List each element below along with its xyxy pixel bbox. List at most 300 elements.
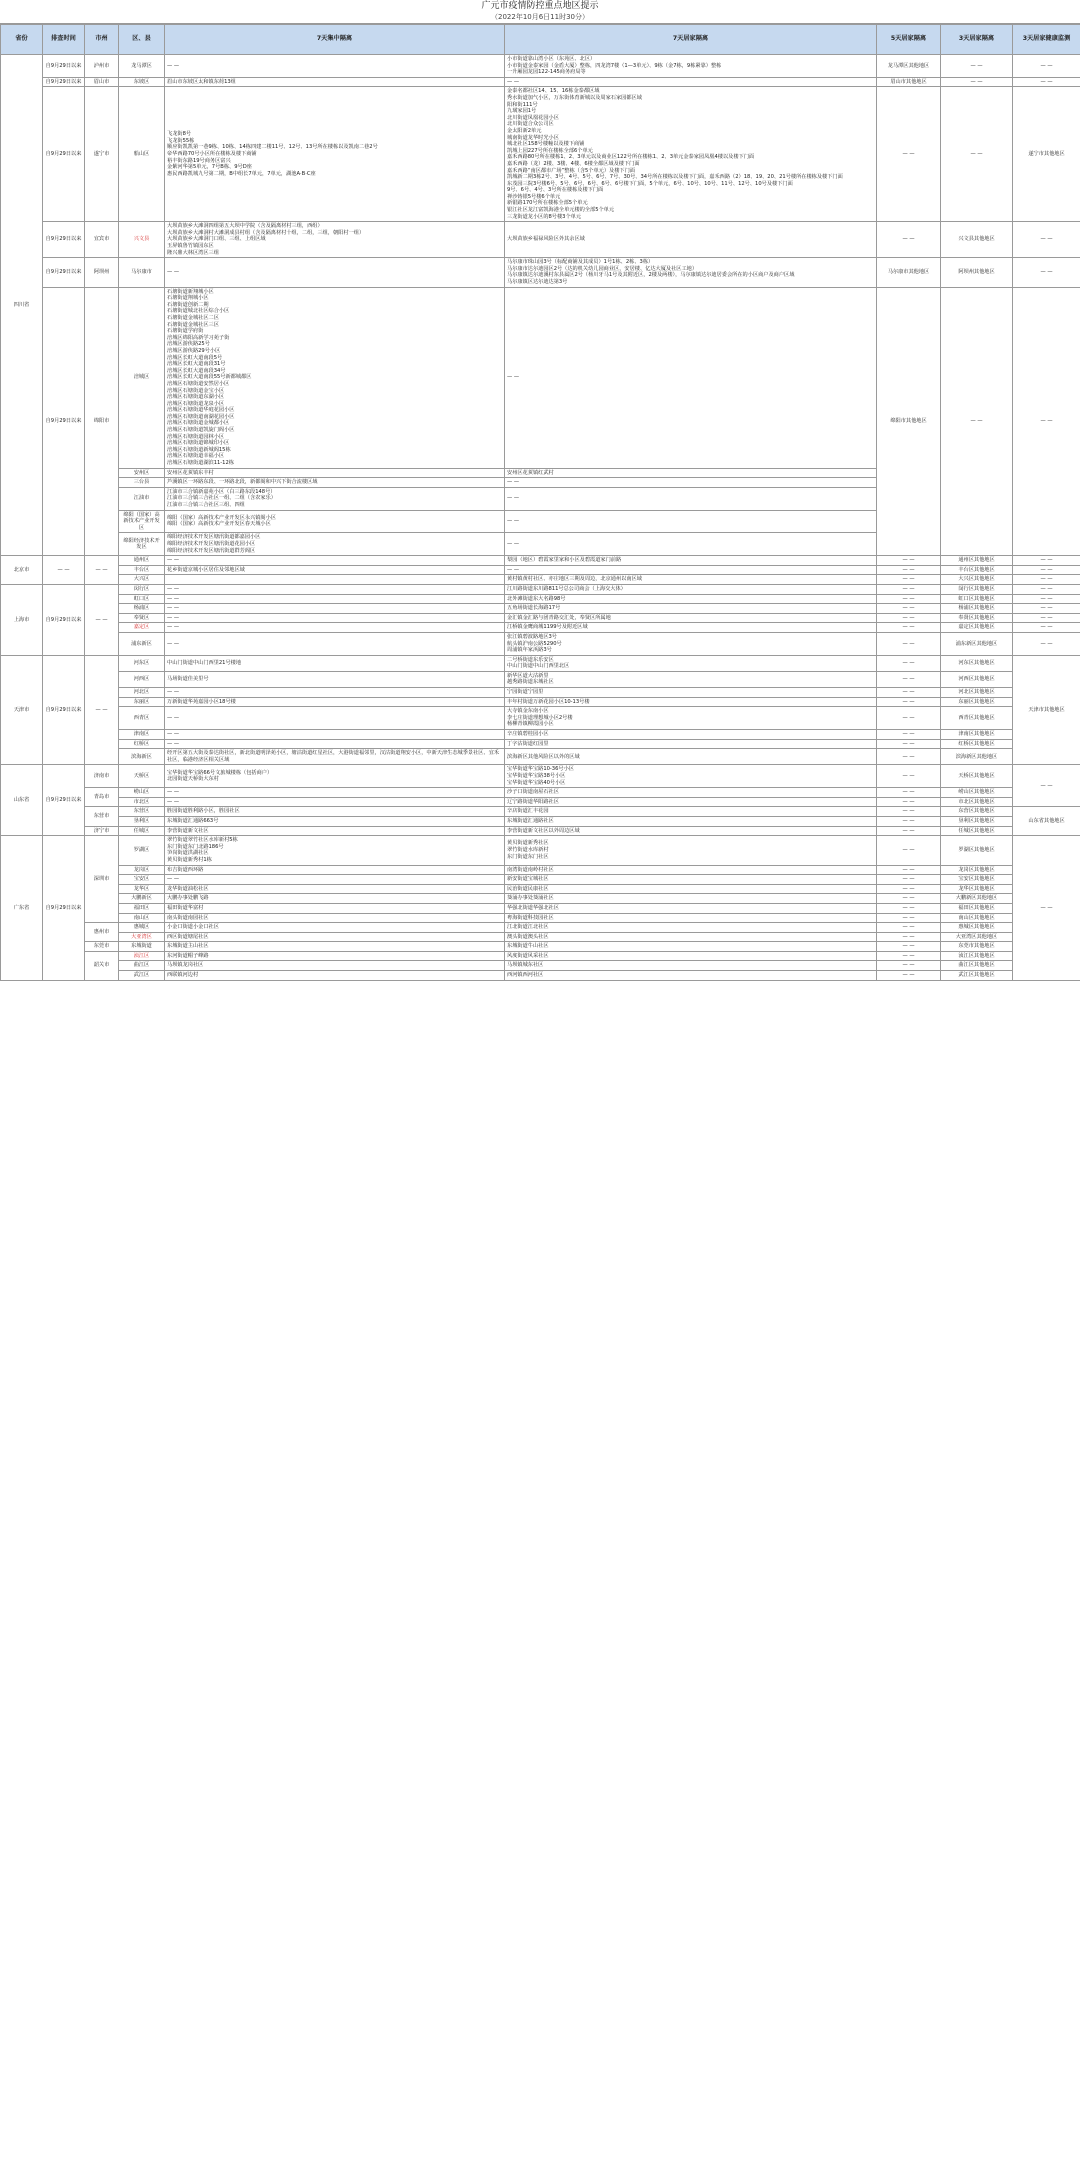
cell-province: 上海市 (1, 584, 43, 655)
cell-home-3day: 杨浦区其他地区 (941, 604, 1013, 614)
cell-monitor-3day: — — (1013, 55, 1080, 78)
cell-centralized-7day: 小金口街道小金口社区 (165, 923, 505, 933)
cell-home-7day: 澳头街道澳头社区 (505, 932, 877, 942)
cell-home-3day: 垦利区其他地区 (941, 816, 1013, 826)
cell-home-5day: — — (877, 556, 941, 566)
cell-home-3day: 武江区其他地区 (941, 971, 1013, 981)
cell-centralized-7day (165, 575, 505, 585)
table-row (1, 77, 1080, 87)
cell-home-7day: 西河镇西河社区 (505, 971, 877, 981)
cell-city: — — (85, 584, 119, 655)
cell-district: 东坡区 (119, 77, 165, 87)
cell-home-3day: 滨海新区其他地区 (941, 749, 1013, 765)
cell-centralized-7day: 胜园街道胜利路小区，胜园社区 (165, 807, 505, 817)
cell-centralized-7day: 芦溪镇区一环路东段、一环路北段，新都阁和中兴下街合流楼区域 (165, 478, 505, 488)
cell-home-5day: — — (877, 932, 941, 942)
page-subtitle: （2022年10月6日11时30分） (491, 13, 589, 21)
table-row (1, 749, 1080, 765)
col-7day-centralized: 7天集中隔离 (165, 25, 505, 55)
cell-home-3day: 东丽区其他地区 (941, 697, 1013, 707)
cell-home-7day: 沙子口街道南屋石社区 (505, 788, 877, 798)
cell-home-3day: 阿坝州其他地区 (941, 258, 1013, 287)
col-check-time: 排查时间 (43, 25, 85, 55)
cell-home-3day: 惠城区其他地区 (941, 923, 1013, 933)
cell-home-3day: 罗湖区其他地区 (941, 836, 1013, 865)
cell-home-5day: — — (877, 923, 941, 933)
cell-district: 崂山区 (119, 788, 165, 798)
cell-check-time: 自9月29日以来 (43, 836, 85, 981)
cell-check-time: 自9月29日以来 (43, 584, 85, 655)
cell-monitor-3day: — — (1013, 565, 1080, 575)
cell-home-3day: 大兴区其他地区 (941, 575, 1013, 585)
cell-district: 江油市 (119, 487, 165, 510)
cell-home-7day: 黄村镇黄村社区、亦庄地区三期及周边，北京通州以南区域 (505, 575, 877, 585)
table-row (1, 594, 1080, 604)
table-row (1, 87, 1080, 222)
cell-home-5day: — — (877, 222, 941, 258)
cell-home-7day: 辽宁路街道华阳路社区 (505, 797, 877, 807)
cell-district: 罗湖区 (119, 836, 165, 865)
cell-home-5day: — — (877, 942, 941, 952)
cell-monitor-3day: — — (1013, 613, 1080, 623)
cell-centralized-7day: 东河街道帽子峰路 (165, 951, 505, 961)
table-row (1, 807, 1080, 817)
cell-home-5day: — — (877, 565, 941, 575)
cell-city: 宜宾市 (85, 222, 119, 258)
cell-monitor-3day: — — (1013, 258, 1080, 287)
cell-district: 绵阳经济技术开发区 (119, 533, 165, 556)
cell-city: 韶关市 (85, 951, 119, 980)
cell-home-5day: — — (877, 913, 941, 923)
table-header-row (1, 25, 1080, 55)
cell-home-3day: 津南区其他地区 (941, 730, 1013, 740)
table-row (1, 584, 1080, 594)
cell-home-7day: 金汇镇金汇路与团青路交汇处，奉贤区所属地 (505, 613, 877, 623)
cell-home-5day: — — (877, 951, 941, 961)
cell-home-3day: 大鹏新区其他地区 (941, 894, 1013, 904)
table-row (1, 923, 1080, 933)
cell-centralized-7day: — — (165, 623, 505, 633)
cell-home-7day: 宝华街道华宝路10-36号小区 宝华街道华宝路38号小区 宝华街道华宝路40号小区 (505, 765, 877, 788)
cell-monitor-3day: — — (1013, 575, 1080, 585)
cell-home-7day: 五角场街道长海路17号 (505, 604, 877, 614)
cell-home-5day: — — (877, 797, 941, 807)
cell-home-7day: 丁字沽街道红园里 (505, 739, 877, 749)
cell-district: 河东区 (119, 655, 165, 671)
cell-district: 大亚湾区 (119, 932, 165, 942)
table-row (1, 797, 1080, 807)
cell-centralized-7day: — — (165, 688, 505, 698)
cell-home-5day: — — (877, 575, 941, 585)
cell-district: 曲江区 (119, 961, 165, 971)
cell-city: 东莞市 (85, 942, 119, 952)
cell-centralized-7day: 万新街道华苑嘉园小区18号楼 (165, 697, 505, 707)
cell-centralized-7day: 石塘街道新翔城小区 石塘街道翔城小区 石塘街道创新二期 石塘街道城北社区综合小区 石塘街道金城社区二区 石塘街道金城社区三区 石塘街道学府街 涪城区绵阳高新学习苑子街 涪城区游侠路25号 涪城区游侠路29号小区 涪城区长虹大道南段5号 涪城区长虹大道南段31号 涪城区长虹大道南段34号 涪城区长虹大道南段55号新都城都区 涪城区石塘街道安然居小区 涪城区石塘街道金宝小区 涪城区石塘街道东湖小区 涪城区石塘街道龙泉小区 涪城区石塘街道华庭花园小区 涪城区石塘街道南湖花园小区 涪城区石塘街道金城都小区 涪城区石塘街道凯旋门阁小区 涪城区石塘街道园林小区 涪城区石塘街道锦城印小区 涪城区石塘街道新城阁15栋 涪城区石塘街道幸福小区 涪城区石塘街道湖滨11-12栋 (165, 287, 505, 468)
cell-province: 四川省 (1, 55, 43, 556)
cell-centralized-7day: 中山门街道中山门西里21号楼地 (165, 655, 505, 671)
cell-home-7day: 梨园（地区）碧霞家里家和小区及碧霞道家门前路 (505, 556, 877, 566)
cell-centralized-7day: — — (165, 594, 505, 604)
cell-home-3day: 宝安区其他地区 (941, 875, 1013, 885)
col-3day-monitor: 3天居家健康监测 (1013, 25, 1080, 55)
cell-home-7day: 黄贝街道新秀社区 翠竹街道水库新村 东门街道东门社区 (505, 836, 877, 865)
page-title: 广元市疫情防控重点地区提示 (481, 1, 599, 11)
cell-district: 船山区 (119, 87, 165, 222)
cell-district: 龙马潭区 (119, 55, 165, 78)
cell-district: 红桥区 (119, 739, 165, 749)
cell-centralized-7day: — — (165, 730, 505, 740)
table-row (1, 730, 1080, 740)
cell-district: 东营区 (119, 807, 165, 817)
cell-home-5day: — — (877, 584, 941, 594)
cell-district: 东丽区 (119, 697, 165, 707)
cell-centralized-7day: 西区街道塘尾社区 (165, 932, 505, 942)
cell-home-7day: 滨海新区其他风险区以外的区域 (505, 749, 877, 765)
table-row (1, 913, 1080, 923)
table-row (1, 623, 1080, 633)
cell-monitor-3day: 山东省其他地区 (1013, 807, 1080, 836)
table-body (1, 55, 1080, 981)
cell-home-3day: 龙华区其他地区 (941, 884, 1013, 894)
cell-home-3day: 市北区其他地区 (941, 797, 1013, 807)
cell-home-7day: — — (505, 287, 877, 468)
cell-district: 东城街道 (119, 942, 165, 952)
cell-home-7day: 大坝苗族乡福禄风险区外其余区域 (505, 222, 877, 258)
cell-home-7day: 江川路街道东川路811号总公司商会（上海交大体） (505, 584, 877, 594)
cell-district: 涪城区 (119, 287, 165, 468)
cell-home-7day: 李营街道新文社区以外周边区域 (505, 826, 877, 836)
cell-home-5day: — — (877, 697, 941, 707)
cell-city: 泸州市 (85, 55, 119, 78)
table-row (1, 951, 1080, 961)
cell-district: 福田区 (119, 903, 165, 913)
cell-check-time: 自9月29日以来 (43, 765, 85, 836)
cell-province: 天津市 (1, 655, 43, 765)
cell-home-7day: 风度街道风采社区 (505, 951, 877, 961)
cell-district: 滨海新区 (119, 749, 165, 765)
cell-home-3day: — — (941, 55, 1013, 78)
cell-home-5day: — — (877, 87, 941, 222)
cell-home-5day: — — (877, 594, 941, 604)
cell-home-3day: 浈江区其他地区 (941, 951, 1013, 961)
cell-home-5day: 马尔康市其他地区 (877, 258, 941, 287)
table-row (1, 875, 1080, 885)
table-row (1, 556, 1080, 566)
cell-home-3day: 浦东新区其他地区 (941, 632, 1013, 655)
cell-home-5day: — — (877, 903, 941, 913)
cell-home-7day: — — (505, 510, 877, 533)
table-row (1, 971, 1080, 981)
cell-district: 大兴区 (119, 575, 165, 585)
cell-home-5day: — — (877, 971, 941, 981)
cell-monitor-3day: — — (1013, 765, 1080, 807)
cell-home-5day: — — (877, 688, 941, 698)
cell-city: 绵阳市 (85, 287, 119, 556)
cell-district: 武江区 (119, 971, 165, 981)
cell-home-5day: — — (877, 865, 941, 875)
cell-home-5day: — — (877, 894, 941, 904)
cell-home-3day: 天桥区其他地区 (941, 765, 1013, 788)
cell-city: 济南市 (85, 765, 119, 788)
cell-home-3day: 东营区其他地区 (941, 807, 1013, 817)
cell-home-7day: — — (505, 565, 877, 575)
cell-district: 浈江区 (119, 951, 165, 961)
cell-home-3day: 红桥区其他地区 (941, 739, 1013, 749)
cell-home-7day: 东城街道牛山社区 (505, 942, 877, 952)
cell-home-5day: — — (877, 749, 941, 765)
cell-home-3day: 闵行区其他地区 (941, 584, 1013, 594)
cell-home-5day: — — (877, 826, 941, 836)
cell-centralized-7day: 马场街道佳美里号 (165, 671, 505, 687)
cell-home-3day: 龙岗区其他地区 (941, 865, 1013, 875)
cell-centralized-7day: — — (165, 632, 505, 655)
table-row (1, 258, 1080, 287)
cell-home-5day: — — (877, 836, 941, 865)
cell-check-time: 自9月29日以来 (43, 655, 85, 765)
cell-province: 北京市 (1, 556, 43, 585)
cell-home-5day: — — (877, 671, 941, 687)
col-district: 区、县 (119, 25, 165, 55)
cell-home-7day: 二号桥街道东乐安区 中山门街道中山门西里北区 (505, 655, 877, 671)
cell-home-7day: 南湾街道南岭村社区 (505, 865, 877, 875)
cell-home-3day: 通州区其他地区 (941, 556, 1013, 566)
cell-home-7day: 马尔康市珠山园3号（标配商铺及其成员）1号1栋、2栋、3栋） 马尔康市达尔迪园区2号（达的机关幼儿园商业区，安居楼、亿达大厦及社区工地） 马尔康镇达尔迪溪村东县属区2号（杨川牙马1号及其附近区，2楼及两楼），马尔康镇达尔迪居委会所在的小区商户及商户区域 马尔康镇区达尔迪达第3号 (505, 258, 877, 287)
col-3day-home: 3天居家隔离 (941, 25, 1013, 55)
cell-home-3day: — — (941, 87, 1013, 222)
cell-home-7day: 新安街道宝城社区 (505, 875, 877, 885)
cell-check-time: 自9月29日以来 (43, 258, 85, 287)
table-row (1, 739, 1080, 749)
cell-home-5day: — — (877, 875, 941, 885)
cell-home-7day: 辛店街道汇丰花园 (505, 807, 877, 817)
cell-check-time: 自9月29日以来 (43, 222, 85, 258)
cell-home-7day: 丰年村街道万新花园小区10-13号楼 (505, 697, 877, 707)
cell-district: 市北区 (119, 797, 165, 807)
cell-district: 西青区 (119, 707, 165, 730)
cell-centralized-7day: — — (165, 55, 505, 78)
cell-district: 奉贤区 (119, 613, 165, 623)
cell-district: 通州区 (119, 556, 165, 566)
table-row (1, 826, 1080, 836)
cell-district: 宝安区 (119, 875, 165, 885)
table-row (1, 565, 1080, 575)
table-row (1, 932, 1080, 942)
cell-district: 河西区 (119, 671, 165, 687)
cell-home-3day: 东莞市其他地区 (941, 942, 1013, 952)
table-row (1, 865, 1080, 875)
cell-centralized-7day: — — (165, 875, 505, 885)
cell-home-7day: 宁园街道宁园里 (505, 688, 877, 698)
cell-home-5day: — — (877, 730, 941, 740)
cell-district: 丰台区 (119, 565, 165, 575)
cell-city: 东营市 (85, 807, 119, 826)
cell-home-3day: 丰台区其他地区 (941, 565, 1013, 575)
cell-home-7day: 张江镇碧波路地区3号 航头镇沪南公路5290号 周浦镇年家浜路3号 (505, 632, 877, 655)
cell-centralized-7day: 李营街道新文社区 (165, 826, 505, 836)
cell-province: 山东省 (1, 765, 43, 836)
cell-centralized-7day: 绵阳（国家）高新技术产业开发区永兴镇阁小区 绵阳（国家）高新技术产业开发区春天城小区 (165, 510, 505, 533)
cell-monitor-3day: — — (1013, 836, 1080, 981)
cell-home-7day: 马坝镇城东社区 (505, 961, 877, 971)
table-row (1, 707, 1080, 730)
cell-centralized-7day: 东城街道主山社区 (165, 942, 505, 952)
cell-monitor-3day: — — (1013, 222, 1080, 258)
cell-district: 杨浦区 (119, 604, 165, 614)
cell-city: — — (85, 655, 119, 765)
cell-home-3day: 大亚湾区其他地区 (941, 932, 1013, 942)
cell-centralized-7day: — — (165, 613, 505, 623)
sheet-header (0, 0, 1080, 24)
cell-centralized-7day: — — (165, 797, 505, 807)
cell-centralized-7day: — — (165, 788, 505, 798)
cell-city: 青岛市 (85, 788, 119, 807)
cell-centralized-7day: 江油市三合镇新嘉苑小区（白三路东段148号） 江油市三合镇三合社区一组、二组（含农家乐） 江油市三合镇三合社区三组、四组 (165, 487, 505, 510)
table-row (1, 961, 1080, 971)
cell-district: 绵阳（国家）高新技术产业开发区 (119, 510, 165, 533)
cell-check-time: 自9月29日以来 (43, 87, 85, 222)
cell-centralized-7day: 马坝镇龙岗社区 (165, 961, 505, 971)
col-city: 市州 (85, 25, 119, 55)
cell-home-7day: 江桥镇金鹰商城1199号及附近区域 (505, 623, 877, 633)
cell-monitor-3day: — — (1013, 556, 1080, 566)
cell-home-7day: 粤海街道科技园社区 (505, 913, 877, 923)
cell-centralized-7day: 龙华街道油松社区 (165, 884, 505, 894)
cell-centralized-7day: 福田街道华富村 (165, 903, 505, 913)
cell-home-3day: 奉贤区其他地区 (941, 613, 1013, 623)
cell-centralized-7day: — — (165, 739, 505, 749)
cell-check-time: 自9月29日以来 (43, 77, 85, 87)
cell-centralized-7day: 绵阳经济技术开发区塘汛街道都嘉园小区 绵阳经济技术开发区塘汛街道花园小区 绵阳经济技术开发区塘汛街道群芳阁区 (165, 533, 505, 556)
cell-monitor-3day: — — (1013, 623, 1080, 633)
cell-monitor-3day: — — (1013, 77, 1080, 87)
cell-check-time: 自9月29日以来 (43, 287, 85, 556)
cell-home-7day: 辛庄镇碧桂园小区 (505, 730, 877, 740)
table-row (1, 604, 1080, 614)
table-row (1, 884, 1080, 894)
table-row (1, 287, 1080, 468)
cell-monitor-3day: — — (1013, 604, 1080, 614)
table-row (1, 632, 1080, 655)
cell-home-3day: — — (941, 287, 1013, 556)
cell-home-7day: 金泰名都社区14、15、16栋金泰都区域 秀水街道加气小区，万东街体育新城以及周家石家园都区域 阳和街111号 九璜家园1号 北川街道凤凰花园小区 北川街道合众公司区 金太阳新2单元 城南街道龙华时光小区 城北社区158号楼幢以及楼下商铺 凯城上园227号所在楼栋全部6个单元 嘉禾西路80号所在楼栋1、2、3单元以及商业区122号所在楼栋1、2、3单元金泰家园凤凰4楼以及楼下门面 嘉禾西路（龙）2楼、3楼、4楼、6楼全都区域及楼下门面 嘉禾西路“南区都市广场”整栋（含5个单元）及楼下门面 凯城新二期3栋2号、3号、4号、5号、6号、7号、30号、34号所在楼栋以及楼下门面，嘉禾西路（2）18、19、20、21号楼所在楼栋及楼下门面 东茂园三院3号楼6号、5号、6号、6号、6号、6号楼下门面，5个单元，6号、10号、10号、11号、12号、10号及楼下门面 9号、6号、4号、3号所在楼栋及楼下门面 禅沙铸银5号楼6个单元 新银路170号所在楼栋全部5个单元 银江社区龙江富凯海港全单元楼的全部5个单元 三龙街道龙小区的8号楼3个单元 (505, 87, 877, 222)
cell-city: 济宁市 (85, 826, 119, 836)
col-7day-home: 7天居家隔离 (505, 25, 877, 55)
cell-home-7day: — — (505, 533, 877, 556)
table-row (1, 671, 1080, 687)
cell-district: 河北区 (119, 688, 165, 698)
cell-centralized-7day: — — (165, 258, 505, 287)
cell-centralized-7day: 眉山市东坡区太和镇东荷13组 (165, 77, 505, 87)
table-row (1, 613, 1080, 623)
table-row (1, 222, 1080, 258)
cell-city: 遂宁市 (85, 87, 119, 222)
cell-home-7day: 民治街道民康社区 (505, 884, 877, 894)
cell-centralized-7day: 大坝苗族乡大滩洞四组第五大坝中学院（含及隔离材村三组，西组） 大坝苗族乡大滩洞村大滩洞成县村组（含及隔离材村十组，二组，三组，朝阳村一组） 大坝苗族乡大滩洞门口组、三组、上组区域 玉屏镇鲁竹镇园东区 隆兴鼎大林区湾区三组 (165, 222, 505, 258)
cell-home-3day: 嘉定区其他地区 (941, 623, 1013, 633)
cell-home-3day: 福田区其他地区 (941, 903, 1013, 913)
cell-district: 任城区 (119, 826, 165, 836)
cell-home-5day: — — (877, 604, 941, 614)
cell-city: — — (85, 556, 119, 585)
cell-home-5day: — — (877, 739, 941, 749)
table-row (1, 894, 1080, 904)
cell-home-3day: 曲江区其他地区 (941, 961, 1013, 971)
cell-home-7day: 华强北街道华强北社区 (505, 903, 877, 913)
cell-district: 三台县 (119, 478, 165, 488)
cell-district: 南山区 (119, 913, 165, 923)
cell-home-3day: 南山区其他地区 (941, 913, 1013, 923)
cell-home-7day: 大寺镇金东南小区 李七庄街道理想城小区2号楼 杨柳青镇柳霞园小区 (505, 707, 877, 730)
cell-home-7day: 小市街道靠山湾小区（东苑区、北区） 小市街道金泰家园（金盾大厦）整栋，四龙湾7楼（1—3单元）、9栋（金7栋，9栋紧靠）整栋 一升厢园龙园122-145商务府局等 (505, 55, 877, 78)
cell-centralized-7day: — — (165, 707, 505, 730)
risk-area-table (0, 24, 1080, 981)
cell-home-3day: 河东区其他地区 (941, 655, 1013, 671)
cell-home-5day: — — (877, 788, 941, 798)
cell-home-7day: 安州区花荄镇红武村 (505, 468, 877, 478)
cell-home-3day: — — (941, 77, 1013, 87)
table-row (1, 816, 1080, 826)
cell-city: 眉山市 (85, 77, 119, 87)
cell-home-7day: 新华区道大沽新里 越秀路街道东城社区 (505, 671, 877, 687)
cell-district: 嘉定区 (119, 623, 165, 633)
cell-home-5day: — — (877, 884, 941, 894)
cell-centralized-7day: — — (165, 584, 505, 594)
cell-city: 惠州市 (85, 923, 119, 942)
cell-district: 天桥区 (119, 765, 165, 788)
cell-home-5day: — — (877, 623, 941, 633)
cell-centralized-7day: 大鹏办事处鹏飞路 (165, 894, 505, 904)
cell-centralized-7day: 经开区第五大街及泰达街社区，新北街道明泽苑小区，塘沽街道红星社区，大港街道福邻里，汉沽街道翔安小区，中新天津生态城季景社区、宜禾社区，临港经济区相关区域 (165, 749, 505, 765)
table-row (1, 903, 1080, 913)
cell-district: 兴文县 (119, 222, 165, 258)
cell-home-5day: — — (877, 613, 941, 623)
cell-home-7day: — — (505, 77, 877, 87)
table-row (1, 688, 1080, 698)
cell-home-3day: 河北区其他地区 (941, 688, 1013, 698)
cell-home-3day: 任城区其他地区 (941, 826, 1013, 836)
cell-home-3day: 河西区其他地区 (941, 671, 1013, 687)
table-row (1, 575, 1080, 585)
cell-home-7day: 葵涌办事处葵涌社区 (505, 894, 877, 904)
cell-monitor-3day: — — (1013, 632, 1080, 655)
cell-home-3day: 西青区其他地区 (941, 707, 1013, 730)
cell-home-5day: 眉山市其他地区 (877, 77, 941, 87)
table-row (1, 697, 1080, 707)
cell-district: 虹口区 (119, 594, 165, 604)
table-row (1, 942, 1080, 952)
cell-home-5day: — — (877, 707, 941, 730)
cell-home-5day: — — (877, 816, 941, 826)
cell-district: 大鹏新区 (119, 894, 165, 904)
table-row (1, 788, 1080, 798)
cell-home-3day: 兴文县其他地区 (941, 222, 1013, 258)
cell-home-3day: 虹口区其他地区 (941, 594, 1013, 604)
table-row (1, 836, 1080, 865)
cell-district: 马尔康市 (119, 258, 165, 287)
cell-district: 浦东新区 (119, 632, 165, 655)
cell-monitor-3day: — — (1013, 594, 1080, 604)
cell-home-3day: 崂山区其他地区 (941, 788, 1013, 798)
cell-district: 龙岗区 (119, 865, 165, 875)
cell-home-7day: — — (505, 487, 877, 510)
cell-home-5day: — — (877, 655, 941, 671)
cell-home-7day: 江北街道江北社区 (505, 923, 877, 933)
cell-city: 阿坝州 (85, 258, 119, 287)
cell-centralized-7day: 飞龙街8号 飞龙街55栋 顺应街凯凯第一巷9栋、10栋、14栋四建二楼11号、12号、13号所在楼栋以及凯南二巷2号 帝华西路70号小区所在楼栋及楼下商铺 裕丰街东路19号商务区富兴 金紫河华第5单元，7号B栋、9号D座 惠民西路凯城九号第二期，B中组长7单元，7单元，湖池A·B·C座 (165, 87, 505, 222)
cell-centralized-7day: 南头街道南园社区 (165, 913, 505, 923)
cell-centralized-7day: 布吉街道西环路 (165, 865, 505, 875)
cell-province: 广东省 (1, 836, 43, 981)
